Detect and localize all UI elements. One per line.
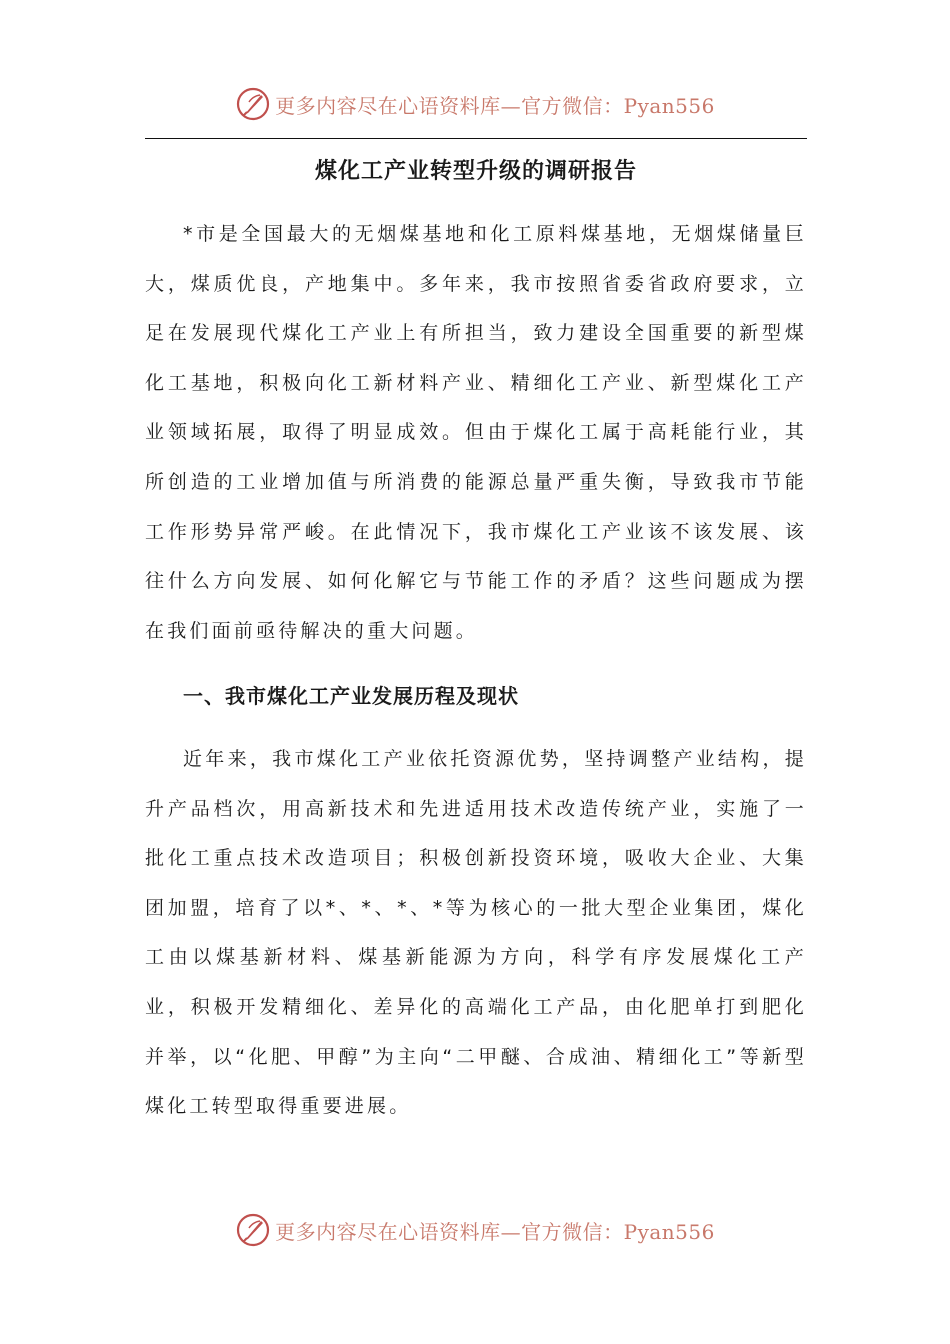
- header-divider: [145, 138, 807, 139]
- footer-watermark-banner: [0, 1210, 950, 1250]
- section-1-paragraph: 近年来，我市煤化工产业依托资源优势，坚持调整产业结构，提升产品档次，用高新技术和先进适用技术改造传统产业，实施了一批化工重点技术改造项目；积极创新投资环境，吸收大企业、大集团加盟，培育了以*、*、*、*等为核心的一批大型企业集团，煤化工由以煤基新材料、煤基新能源为方向，科学有序发展煤化工产业，积极开发精细化、差异化的高端化工产品，由化肥单打到肥化并举，以“化肥、甲醇”为主向“二甲醚、合成油、精细化工”等新型煤化工转型取得重要进展。: [145, 748, 807, 1118]
- footer-banner-text: 更多内容尽在心语资料库—官方微信：Pyan556: [275, 1219, 715, 1244]
- intro-paragraph: *市是全国最大的无烟煤基地和化工原料煤基地，无烟煤储量巨大，煤质优良，产地集中。多年来，我市按照省委省政府要求，立足在发展现代煤化工产业上有所担当，致力建设全国重要的新型煤化工基地，积极向化工新材料产业、精细化工产业、新型煤化工产业领域拓展，取得了明显成效。但由于煤化工属于高耗能行业，其所创造的工业增加值与所消费的能源总量严重失衡，导致我市节能工作形势异常严峻。在此情况下，我市煤化工产业该不该发展、该往什么方向发展、如何化解它与节能工作的矛盾？这些问题成为摆在我们面前亟待解决的重大问题。: [145, 223, 807, 642]
- header-watermark-banner: [0, 84, 950, 124]
- section-1-heading: 一、我市煤化工产业发展历程及现状: [183, 684, 519, 708]
- quill-logo-icon: [235, 86, 271, 122]
- document-title: 煤化工产业转型升级的调研报告: [314, 159, 637, 184]
- quill-logo-icon: [235, 1212, 271, 1248]
- header-banner-text: 更多内容尽在心语资料库—官方微信：Pyan556: [275, 93, 715, 118]
